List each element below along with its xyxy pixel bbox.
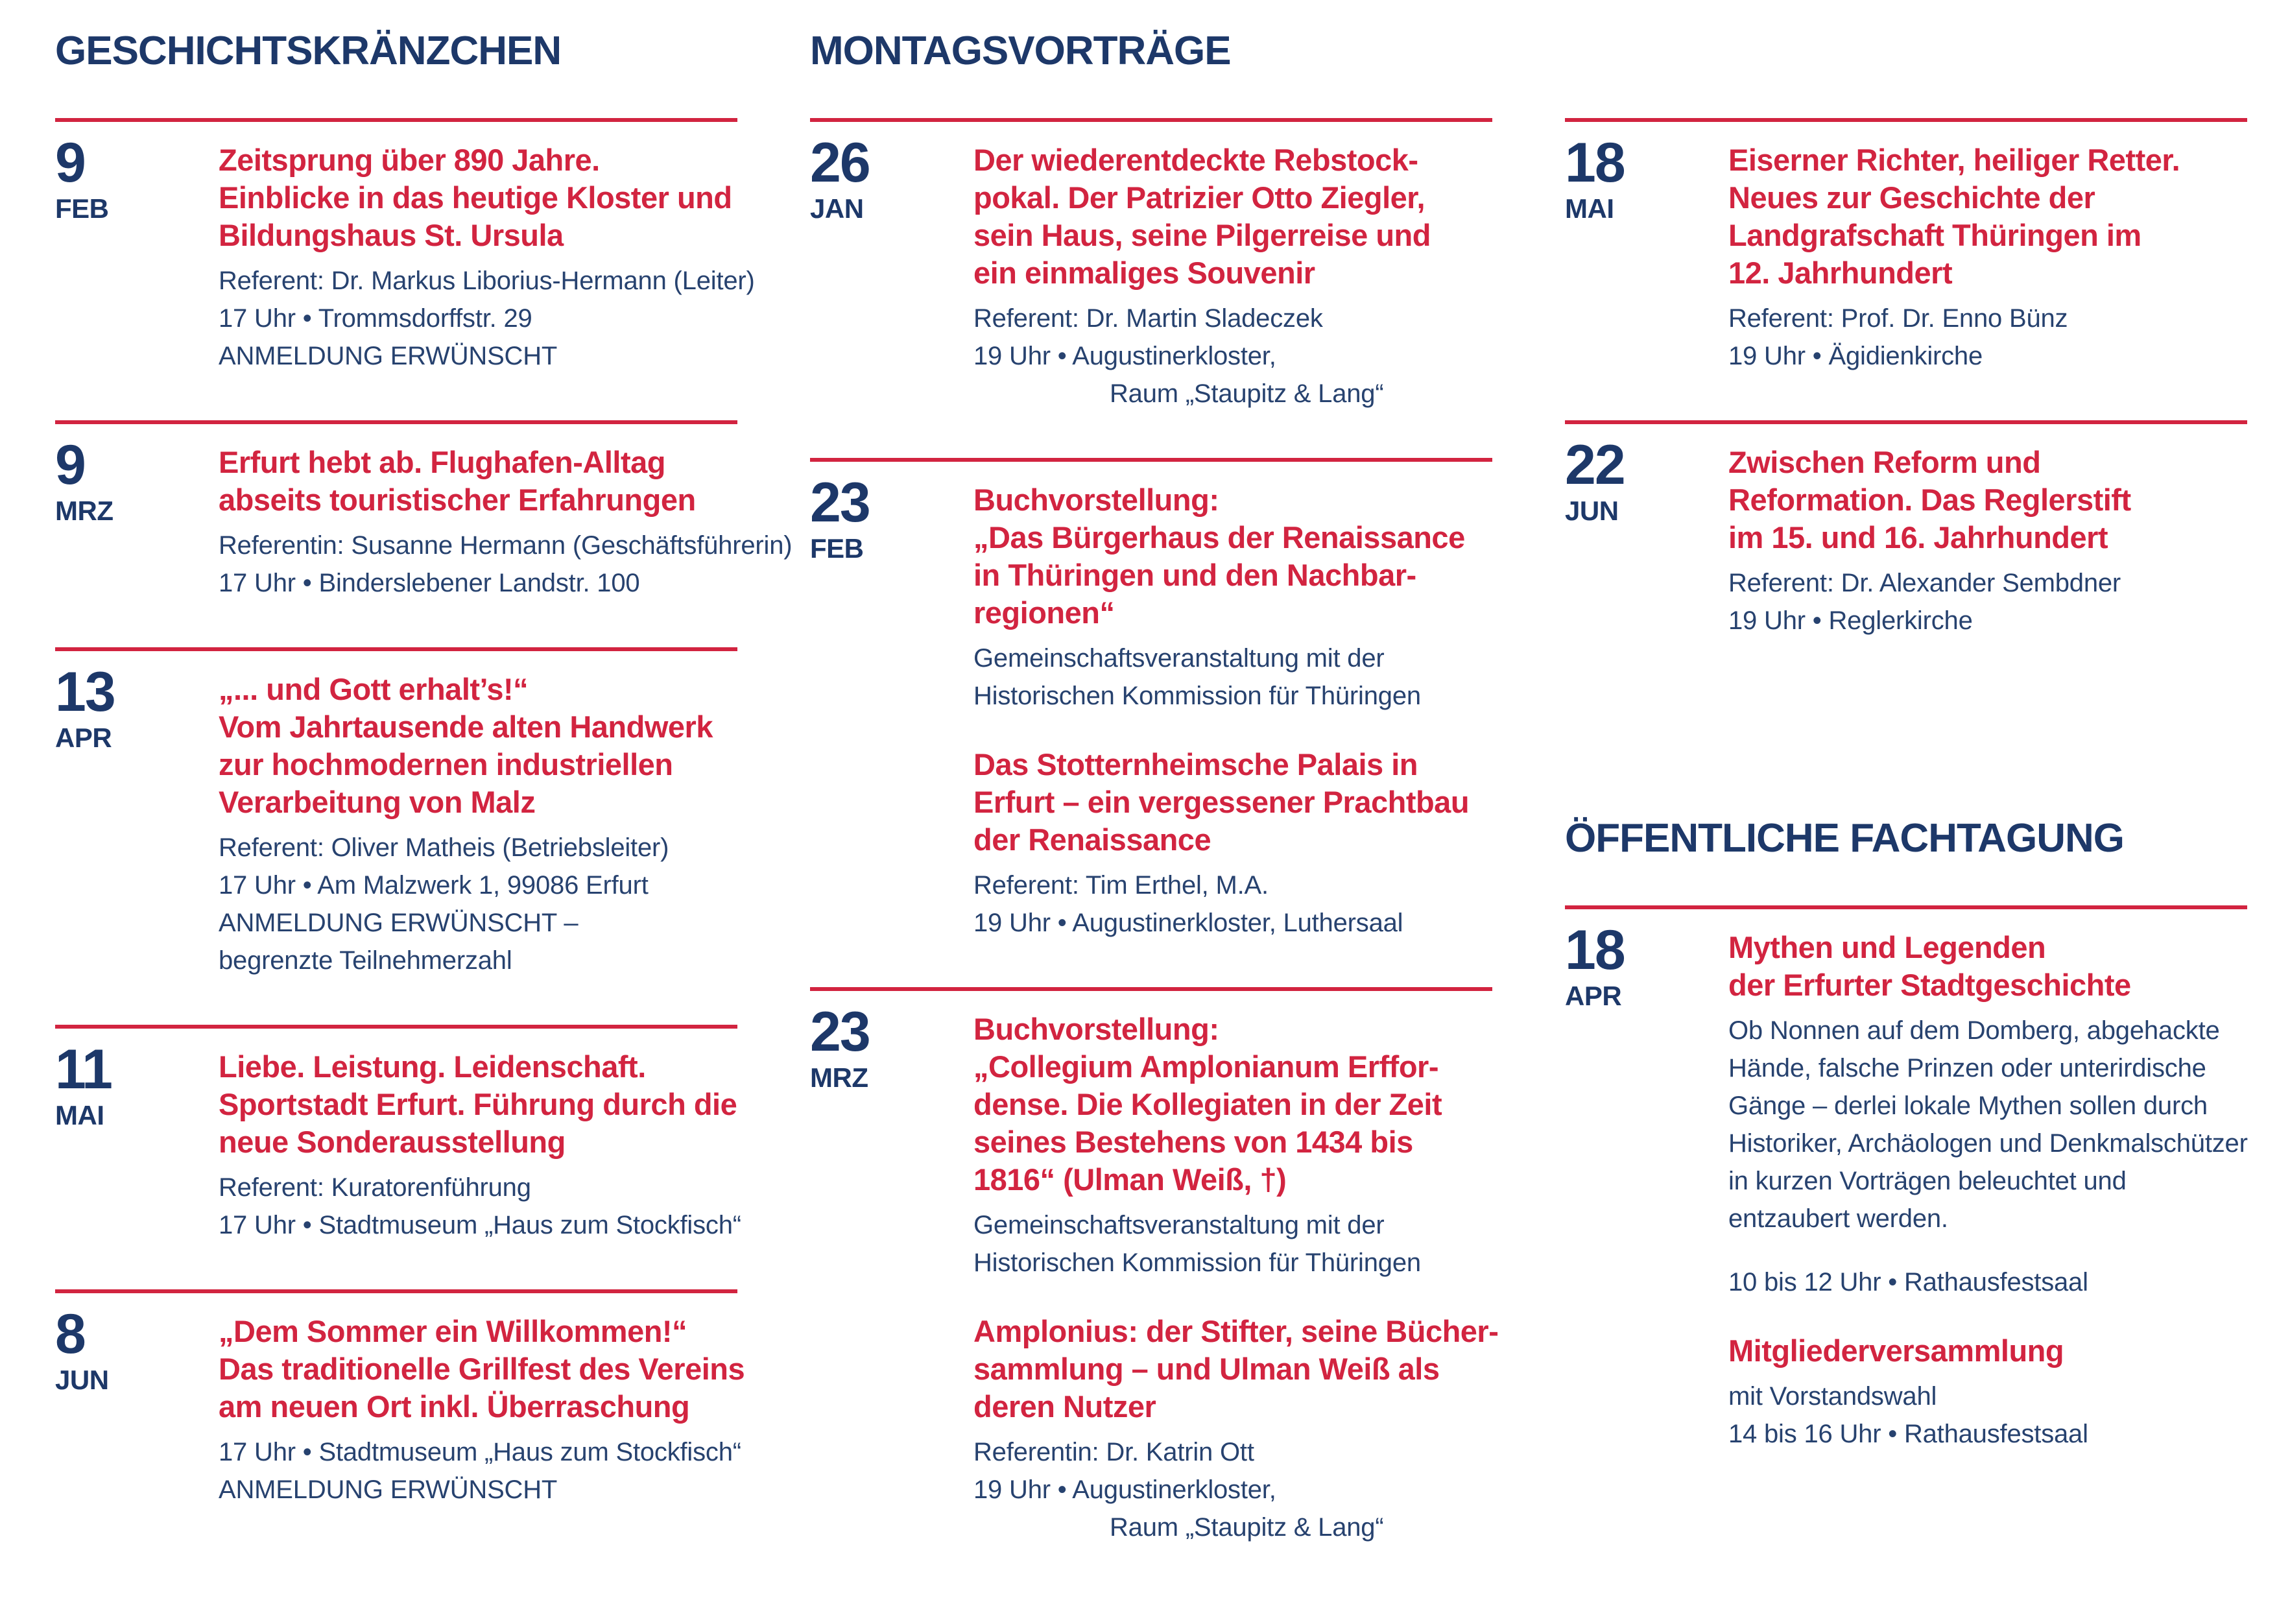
event-details [219, 527, 793, 602]
event-details [1728, 300, 2247, 375]
event-date [1565, 434, 1728, 527]
title-line: Bildungshaus St. Ursula [219, 218, 564, 252]
divider-rule [1565, 118, 2247, 122]
event-content [1728, 926, 2247, 1453]
detail-line: 10 bis 12 Uhr • Rathausfestsaal [1728, 1268, 2088, 1296]
event-month: FEB [810, 533, 864, 564]
title-line: Das Stotternheimsche Palais in [973, 747, 1418, 782]
title-line: regionen“ [973, 595, 1115, 630]
event-day: 18 [1565, 919, 1625, 981]
title-line: ein einmaliges Souvenir [973, 256, 1315, 290]
event-content [1728, 441, 2247, 639]
event-content [219, 668, 737, 979]
detail-line: 19 Uhr • Augustinerkloster, [973, 342, 1276, 370]
divider-rule [1565, 905, 2247, 909]
event-day: 13 [55, 661, 115, 723]
event-9-mrz [55, 420, 793, 602]
detail-line: Referent: Dr. Alexander Sembdner [1728, 569, 2121, 597]
title-line: im 15. und 16. Jahrhundert [1728, 520, 2108, 555]
event-details [973, 1433, 1492, 1546]
event-content [219, 1045, 741, 1244]
title-line: zur hochmodernen industriellen [219, 747, 673, 782]
event-content [219, 441, 793, 602]
title-line: Mitgliederversammlung [1728, 1333, 2064, 1368]
event-title [973, 1010, 1492, 1199]
detail-line: Referentin: Susanne Hermann (Geschäftsführerin) [219, 531, 793, 560]
event-details [973, 866, 1492, 942]
detail-line: Referent: Dr. Markus Liborius-Hermann (Leiter) [219, 267, 755, 295]
event-details [973, 639, 1492, 715]
detail-line: ANMELDUNG ERWÜNSCHT [219, 1475, 558, 1504]
divider-rule [810, 118, 1492, 122]
section-heading-montagsvortraege: MONTAGSVORTRÄGE [810, 29, 1231, 73]
title-line: Buchvorstellung: [973, 483, 1219, 517]
title-line: pokal. Der Patrizier Otto Ziegler, [973, 180, 1425, 215]
title-line: Zeitsprung über 890 Jahre. [219, 143, 600, 177]
event-body [1565, 919, 2248, 1453]
title-line: Eiserner Richter, heiliger Retter. [1728, 143, 2180, 177]
event-title [219, 1048, 737, 1161]
divider-rule [55, 420, 737, 424]
event-content [219, 139, 755, 375]
title-line: Mythen und Legenden [1728, 930, 2046, 964]
detail-line: Gänge – derlei lokale Mythen sollen durch [1728, 1092, 2208, 1120]
detail-line: 17 Uhr • Am Malzwerk 1, 99086 Erfurt [219, 871, 649, 900]
title-line: sein Haus, seine Pilgerreise und [973, 218, 1431, 252]
event-date [55, 661, 219, 754]
title-line: Liebe. Leistung. Leidenschaft. [219, 1049, 646, 1084]
detail-line: Gemeinschaftsveranstaltung mit der [973, 1211, 1385, 1239]
event-day: 9 [55, 434, 85, 496]
event-body [810, 472, 1492, 942]
divider-rule [810, 987, 1492, 991]
event-month: APR [55, 722, 112, 753]
event-body [55, 132, 755, 375]
detail-line: Raum „Staupitz & Lang“ [1110, 379, 1384, 408]
event-details [219, 1433, 741, 1509]
event-23-feb [810, 458, 1492, 942]
detail-line: Historiker, Archäologen und Denkmalschützer [1728, 1129, 2248, 1158]
title-line: Sportstadt Erfurt. Führung durch die [219, 1087, 737, 1121]
title-line: Zwischen Reform und [1728, 445, 2041, 479]
event-month: MAI [1565, 193, 1614, 224]
title-line: Vom Jahrtausende alten Handwerk [219, 710, 713, 744]
event-title [219, 671, 737, 821]
detail-line: Referentin: Dr. Katrin Ott [973, 1438, 1254, 1466]
event-day: 11 [55, 1038, 112, 1101]
title-line: „Das Bürgerhaus der Renaissance [973, 520, 1465, 555]
detail-line: Historischen Kommission für Thüringen [973, 682, 1421, 710]
title-line: am neuen Ort inkl. Überraschung [219, 1389, 690, 1424]
title-line: der Erfurter Stadtgeschichte [1728, 968, 2131, 1002]
detail-line: 17 Uhr • Stadtmuseum „Haus zum Stockfisch“ [219, 1211, 741, 1239]
detail-line: ANMELDUNG ERWÜNSCHT [219, 342, 558, 370]
title-line: 1816“ (Ulman Weiß, †) [973, 1162, 1287, 1197]
event-body [810, 1001, 1499, 1546]
title-line: Buchvorstellung: [973, 1012, 1219, 1046]
event-details [1728, 1378, 2247, 1453]
event-day: 9 [55, 132, 85, 194]
detail-line: Referent: Kuratorenführung [219, 1173, 531, 1202]
detail-line: Referent: Dr. Martin Sladeczek [973, 304, 1323, 333]
detail-line: Referent: Prof. Dr. Enno Bünz [1728, 304, 2068, 333]
event-23-mrz [810, 987, 1499, 1546]
detail-line: 19 Uhr • Reglerkirche [1728, 606, 1973, 635]
event-details [973, 300, 1492, 412]
detail-line: Referent: Oliver Matheis (Betriebsleiter) [219, 833, 669, 862]
divider-rule [55, 1025, 737, 1029]
event-title [219, 444, 737, 519]
event-month: MRZ [810, 1062, 868, 1093]
detail-line: Gemeinschaftsveranstaltung mit der [973, 644, 1385, 673]
event-body [55, 1038, 741, 1244]
detail-line: entzaubert werden. [1728, 1204, 1948, 1233]
event-month: FEB [55, 193, 109, 224]
event-26-jan [810, 118, 1492, 412]
event-body [55, 434, 793, 602]
detail-line: Referent: Tim Erthel, M.A. [973, 871, 1269, 900]
detail-line: 19 Uhr • Ägidienkirche [1728, 342, 1983, 370]
event-body [1565, 132, 2247, 375]
title-line: Erfurt – ein vergessener Prachtbau [973, 785, 1470, 819]
title-line: „... und Gott erhalt’s!“ [219, 672, 529, 706]
section-heading-oeffentliche-fachtagung: ÖFFENTLICHE FACHTAGUNG [1565, 816, 2125, 861]
event-content [219, 1310, 745, 1509]
title-line: in Thüringen und den Nachbar- [973, 558, 1416, 592]
section-heading-geschichtskraenzchen: GESCHICHTSKRÄNZCHEN [55, 29, 562, 73]
event-day: 18 [1565, 132, 1625, 194]
event-day: 8 [55, 1303, 85, 1365]
detail-line: in kurzen Vorträgen beleuchtet und [1728, 1167, 2127, 1195]
event-month: MRZ [55, 496, 113, 526]
title-line: Amplonius: der Stifter, seine Bücher- [973, 1314, 1499, 1348]
event-content [973, 1008, 1499, 1546]
detail-line: Raum „Staupitz & Lang“ [1110, 1513, 1384, 1542]
title-line: sammlung – und Ulman Weiß als [973, 1352, 1440, 1386]
event-details [1728, 1263, 2247, 1301]
event-details [219, 829, 737, 979]
title-line: „Dem Sommer ein Willkommen!“ [219, 1314, 687, 1348]
title-line: seines Bestehens von 1434 bis [973, 1125, 1413, 1159]
event-title [219, 141, 737, 254]
event-body [55, 661, 737, 979]
column-3 [1565, 27, 2247, 1592]
event-date [55, 1038, 219, 1131]
title-line: „Collegium Amplonianum Erffor- [973, 1049, 1438, 1084]
title-line: Landgrafschaft Thüringen im [1728, 218, 2141, 252]
title-line: dense. Die Kollegiaten in der Zeit [973, 1087, 1442, 1121]
event-details [219, 262, 755, 375]
title-line: neue Sonderausstellung [219, 1125, 566, 1159]
event-date [55, 132, 219, 224]
divider-rule [55, 647, 737, 651]
event-date [55, 1303, 219, 1396]
event-title [1728, 1332, 2247, 1370]
detail-line: 17 Uhr • Stadtmuseum „Haus zum Stockfisch“ [219, 1438, 741, 1466]
event-month: JUN [1565, 496, 1619, 526]
event-date [1565, 132, 1728, 224]
title-line: abseits touristischer Erfahrungen [219, 483, 696, 517]
title-line: Erfurt hebt ab. Flughafen-Alltag [219, 445, 665, 479]
divider-rule [55, 118, 737, 122]
event-month: JAN [810, 193, 864, 224]
event-content [973, 139, 1492, 412]
event-title [973, 1313, 1499, 1426]
event-title [219, 1313, 745, 1426]
event-18-apr [1565, 905, 2247, 1453]
divider-rule [1565, 420, 2247, 424]
detail-line: mit Vorstandswahl [1728, 1382, 1937, 1411]
event-9-feb [55, 118, 755, 375]
column-top-spacer [1565, 27, 2247, 118]
detail-line: ANMELDUNG ERWÜNSCHT – [219, 909, 578, 937]
detail-line: 17 Uhr • Binderslebener Landstr. 100 [219, 569, 640, 597]
event-8-jun [55, 1289, 745, 1509]
event-date [810, 472, 973, 564]
event-13-apr [55, 647, 737, 979]
detail-line: Ob Nonnen auf dem Domberg, abgehackte [1728, 1016, 2220, 1045]
detail-line: Hände, falsche Prinzen oder unterirdische [1728, 1054, 2206, 1082]
title-line: 12. Jahrhundert [1728, 256, 1953, 290]
detail-line: Historischen Kommission für Thüringen [973, 1248, 1421, 1277]
event-month: MAI [55, 1100, 104, 1130]
event-content [1728, 139, 2247, 375]
event-day: 22 [1565, 434, 1625, 496]
title-line: Einblicke in das heutige Kloster und [219, 180, 732, 215]
title-line: der Renaissance [973, 822, 1211, 857]
detail-line: 19 Uhr • Augustinerkloster, Luthersaal [973, 909, 1403, 937]
event-details [1728, 1012, 2247, 1237]
column-1 [55, 27, 793, 1592]
event-body [810, 132, 1492, 412]
event-title [973, 746, 1492, 859]
title-line: deren Nutzer [973, 1389, 1156, 1424]
event-content [973, 479, 1492, 942]
event-details [973, 1206, 1492, 1282]
event-title [1728, 444, 2247, 556]
event-title [973, 481, 1492, 632]
event-date [55, 434, 219, 527]
event-details [219, 1169, 741, 1244]
title-line: Der wiederentdeckte Rebstock- [973, 143, 1418, 177]
event-details [1728, 564, 2247, 639]
columns-container [55, 27, 2247, 1592]
event-month: APR [1565, 981, 1622, 1011]
detail-line: 14 bis 16 Uhr • Rathausfestsaal [1728, 1420, 2088, 1448]
title-line: Verarbeitung von Malz [219, 785, 536, 819]
event-title [1728, 141, 2247, 292]
column-2 [810, 27, 1499, 1592]
event-18-mai [1565, 118, 2247, 375]
event-day: 23 [810, 1001, 870, 1063]
event-11-mai [55, 1025, 741, 1244]
event-date [1565, 919, 1728, 1012]
title-line: Neues zur Geschichte der [1728, 180, 2095, 215]
event-body [1565, 434, 2247, 639]
divider-rule [810, 458, 1492, 462]
event-date [810, 1001, 973, 1093]
event-body [55, 1303, 745, 1509]
title-line: Reformation. Das Reglerstift [1728, 483, 2131, 517]
event-month: JUN [55, 1365, 109, 1395]
title-line: Das traditionelle Grillfest des Vereins [219, 1352, 745, 1386]
event-22-jun [1565, 420, 2247, 639]
event-title [973, 141, 1492, 292]
event-day: 23 [810, 472, 870, 534]
detail-line: 17 Uhr • Trommsdorffstr. 29 [219, 304, 532, 333]
event-date [810, 132, 973, 224]
event-day: 26 [810, 132, 870, 194]
event-title [1728, 929, 2247, 1004]
detail-line: 19 Uhr • Augustinerkloster, [973, 1475, 1276, 1504]
detail-line: begrenzte Teilnehmerzahl [219, 946, 512, 975]
divider-rule [55, 1289, 737, 1293]
